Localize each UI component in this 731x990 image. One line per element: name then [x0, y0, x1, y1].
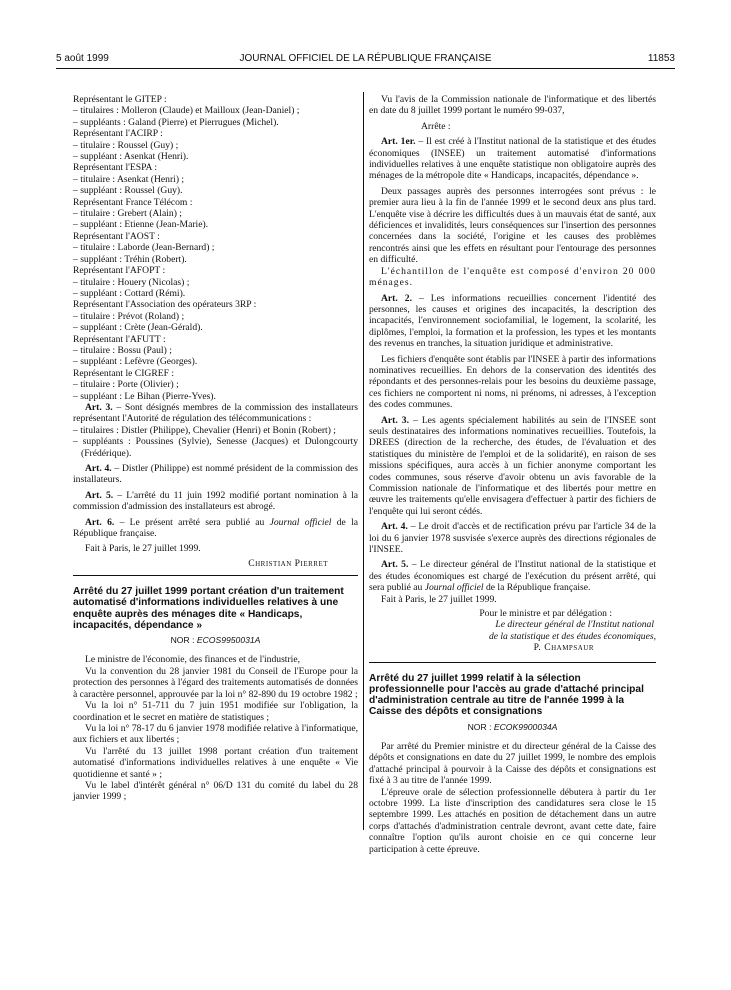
decree-title-attache: Arrêté du 27 juillet 1999 relatif à la sélection professionnelle pour l'accès au grade d'attaché principal d'administration centrale au titre de l'année 1999 à la Caisse des dépôts et consignations: [369, 672, 644, 718]
right-art1-p3: L'échantillon de l'enquête est composé d'environ 20 000 ménages.: [369, 265, 656, 289]
header-date: 5 août 1999: [56, 53, 109, 64]
visa-paragraph: Le ministre de l'économie, des finances et de l'industrie,: [85, 654, 300, 666]
section-rule: [73, 575, 358, 576]
header-rule: [56, 68, 675, 69]
left-art3-titulaires: – titulaires : Distler (Philippe), Chevalier (Henri) et Bonin (Robert) ;: [73, 424, 336, 436]
right-art3: Art. 3. – Les agents spécialement habilités au sein de l'INSEE sont seuls destinataires des informations nominatives recueillies. Toutefois, la DREES (direction de la recherche, des études, de l'évaluation et des statistiques du ministère de l'emploi et de la solidarité), en raison de ses missions spécifiques, aura accès à un fichier anonyme comportant les codes communes, sous réserve d'avoir obtenu un avis favorable de la Commission nationale de l'informatique et des libertés pour mettre en œuvre les traitements qu'elle envisagera d'effectuer à partir des fichiers de l'enquête qui lui seront cédés.: [369, 414, 657, 517]
representative-member: – suppléant : Asenkat (Henri).: [73, 151, 189, 163]
decree-title-handicaps: Arrêté du 27 juillet 1999 portant création d'un traitement automatisé d'informations individuelles relatives à une enquête auprès des ménages dite « Handicaps, incapacités, dépendance »: [73, 586, 344, 631]
right-art5: Art. 5. – Le directeur général de l'Institut national de la statistique et des études économiques est chargé de l'exécution du présent arrêté, qui sera publié au Journal officiel de la République française.: [369, 559, 657, 594]
left-art3: Art. 3. – Sont désignés membres de la commission des installateurs représentant l'Autorité de régulation des télécommunications :: [73, 401, 358, 425]
representative-heading: Représentant l'AFOPT :: [73, 265, 166, 277]
visa-list: [73, 654, 358, 802]
representative-member: – suppléant : Etienne (Jean-Marie).: [73, 219, 209, 231]
representative-member: – titulaire : Houery (Nicolas) ;: [73, 276, 190, 288]
representative-member: – suppléants : Galand (Pierre) et Pierrugues (Michel).: [73, 116, 279, 128]
representative-member: – titulaire : Asenkat (Henri) ;: [73, 173, 185, 185]
representative-heading: Représentant le GITEP :: [73, 94, 167, 105]
representative-heading: Représentant l'AOST :: [73, 230, 160, 242]
representative-heading: Représentant France Télécom :: [73, 196, 193, 208]
representative-member: – suppléant : Cottard (Rémi).: [73, 287, 186, 299]
representative-heading: Représentant l'AFUTT :: [73, 333, 166, 345]
representative-member: – titulaire : Roussel (Guy) ;: [73, 139, 179, 151]
right-art1-p2: Deux passages auprès des personnes interrogées sont prévus : le premier aura lieu à la fin de l'année 1999 et le second deux ans plus tard. L'enquête vise à décrire les difficultés dues à un mauvais état de santé, aux déficiences et invalidités, leurs conséquences sur l'insertion des personnes concernées dans la société, l'origine et les causes des problèmes rencontrés ainsi que les effets en résultant pour l'entourage des personnes en difficulté.: [369, 185, 656, 266]
visa-paragraph: Vu la loi n° 51-711 du 7 juin 1951 modifiée sur l'obligation, la coordination et le secret en matière de statistiques ;: [73, 700, 358, 723]
nor-ref-2: NOR : ECOK9900034A: [467, 721, 558, 732]
representatives-list: [73, 94, 358, 402]
representative-member: – titulaire : Prévot (Roland) ;: [73, 310, 185, 322]
right-art1: Art. 1er. – Il est créé à l'Institut national de la statistique et des études économiques (INSEE) un traitement automatisé d'informations individuelles relatives à une enquête statistique non obligatoire auprès des ménages de la métropole dite « Handicaps, incapacités, dépendance ».: [369, 136, 657, 182]
right-art2-p2: Les fichiers d'enquête sont établis par l'INSEE à partir des informations nominatives recueillies. En dehors de la conservation des identités des répondants et des personnes-relais pour les besoins du deuxième passage, ces fichiers ne comportent ni noms, ni prénoms, ni adresses, à l'exception des codes communes.: [369, 353, 656, 411]
left-signature: Christian Pierret: [248, 557, 328, 569]
right-fait: Fait à Paris, le 27 juillet 1999.: [381, 593, 497, 605]
representative-member: – suppléant : Le Bihan (Pierre-Yves).: [73, 390, 216, 402]
representative-member: – titulaire : Porte (Olivier) ;: [73, 379, 179, 391]
right-vu-cnil: Vu l'avis de la Commission nationale de l'informatique et des libertés en date du 8 juillet 1999 portant le numéro 99-037,: [369, 94, 656, 117]
right-column: [369, 94, 656, 855]
visa-paragraph: Vu la convention du 28 janvier 1981 du Conseil de l'Europe pour la protection des personnes à l'égard des traitements automatisés de données à caractère personnel, approuvée par la loi n° 82-890 du 19 octobre 1982 ;: [73, 665, 358, 700]
visa-paragraph: Vu la loi n° 78-17 du 6 janvier 1978 modifiée relative à l'informatique, aux fichiers et aux libertés ;: [73, 722, 358, 746]
representative-heading: Représentant le CIGREF :: [73, 367, 174, 379]
left-column: [73, 94, 358, 803]
left-art4: Art. 4. – Distler (Philippe) est nommé président de la commission des installateurs.: [73, 463, 358, 486]
representative-heading: Représentant l'Association des opérateurs 3RP :: [73, 299, 257, 311]
visa-paragraph: Vu l'arrêté du 13 juillet 1998 portant création d'un traitement automatisé d'informations individuelles relatives à une enquête « Vie quotidienne et santé » ;: [73, 745, 358, 780]
right-arrete: Arrête :: [421, 120, 451, 132]
page-header: [56, 53, 675, 67]
representative-member: – titulaire : Grebert (Alain) ;: [73, 208, 182, 220]
representative-heading: Représentant l'ESPA :: [73, 162, 157, 174]
representative-member: – suppléant : Crète (Jean-Gérald).: [73, 322, 203, 334]
representative-member: – titulaire : Bossu (Paul) ;: [73, 344, 172, 356]
representative-heading: Représentant l'ACIRP :: [73, 128, 163, 140]
nor-ref-1: NOR : ECOS9950031A: [170, 635, 261, 646]
header-page-number: 11853: [647, 53, 675, 64]
column-divider: [363, 92, 364, 830]
left-fait: Fait à Paris, le 27 juillet 1999.: [85, 543, 201, 555]
signature-line-1: Pour le ministre et par délégation :: [479, 608, 612, 620]
signature-line-2: Le directeur général de l'Institut national: [495, 619, 654, 631]
header-journal-title: JOURNAL OFFICIEL DE LA RÉPUBLIQUE FRANÇAISE: [239, 53, 492, 64]
signature-line-3: de la statistique et des études économiques,: [488, 630, 656, 642]
left-art3-suppleants: – suppléants : Poussines (Sylvie), Senesse (Jacques) et Dulongcourty (Frédérique).: [73, 436, 358, 459]
right-art4: Art. 4. – Le droit d'accès et de rectification prévu par l'article 34 de la loi du 6 janvier 1978 susvisée s'exerce auprès des directions régionales de l'INSEE.: [369, 521, 656, 556]
decree2-p2: L'épreuve orale de sélection professionnelle débutera à partir du 1er octobre 1999. La liste d'inscription des candidatures sera close le 15 septembre 1999. Les attachés en position de détachement dans un autre corps d'attachés d'administration centrale devront, avant cette date, faire connaître l'option qu'ils auront choisie en ce qui concerne leur participation à cette épreuve.: [369, 786, 656, 855]
right-art2: Art. 2. – Les informations recueillies concernent l'identité des personnes, les causes et origines des incapacités, la description des incapacités, l'environnement sociofamilial, le logement, la scolarité, les diplômes, l'emploi, la formation et la profession, les types et les montants des revenus en tranches, la situation juridique et administrative.: [369, 292, 657, 350]
representative-member: – suppléant : Roussel (Guy).: [73, 185, 183, 197]
decree2-p1: Par arrêté du Premier ministre et du directeur général de la Caisse des dépôts et consignations en date du 27 juillet 1999, le nombre des emplois d'attaché principal à pourvoir à la Caisse des dépôts et consignations est fixé à 3 au titre de l'année 1999.: [369, 740, 656, 787]
representative-member: – suppléant : Lefèvre (Georges).: [73, 356, 198, 368]
signature-name: P. Champsaur: [533, 642, 594, 654]
section-rule-2: [369, 662, 656, 663]
representative-member: – suppléant : Tréhin (Robert).: [73, 253, 187, 265]
representative-member: – titulaires : Molleron (Claude) et Mailloux (Jean-Daniel) ;: [73, 105, 300, 117]
left-art6: Art. 6. – Le présent arrêté sera publié au Journal officiel de la République française.: [73, 516, 359, 540]
visa-paragraph: Vu le label d'intérêt général n° 06/D 131 du comité du label du 28 janvier 1999 ;: [73, 779, 358, 803]
representative-member: – titulaire : Laborde (Jean-Bernard) ;: [73, 242, 215, 254]
left-art5: Art. 5. – L'arrêté du 11 juin 1992 modifié portant nomination à la commission d'admission des installateurs est abrogé.: [73, 489, 358, 513]
